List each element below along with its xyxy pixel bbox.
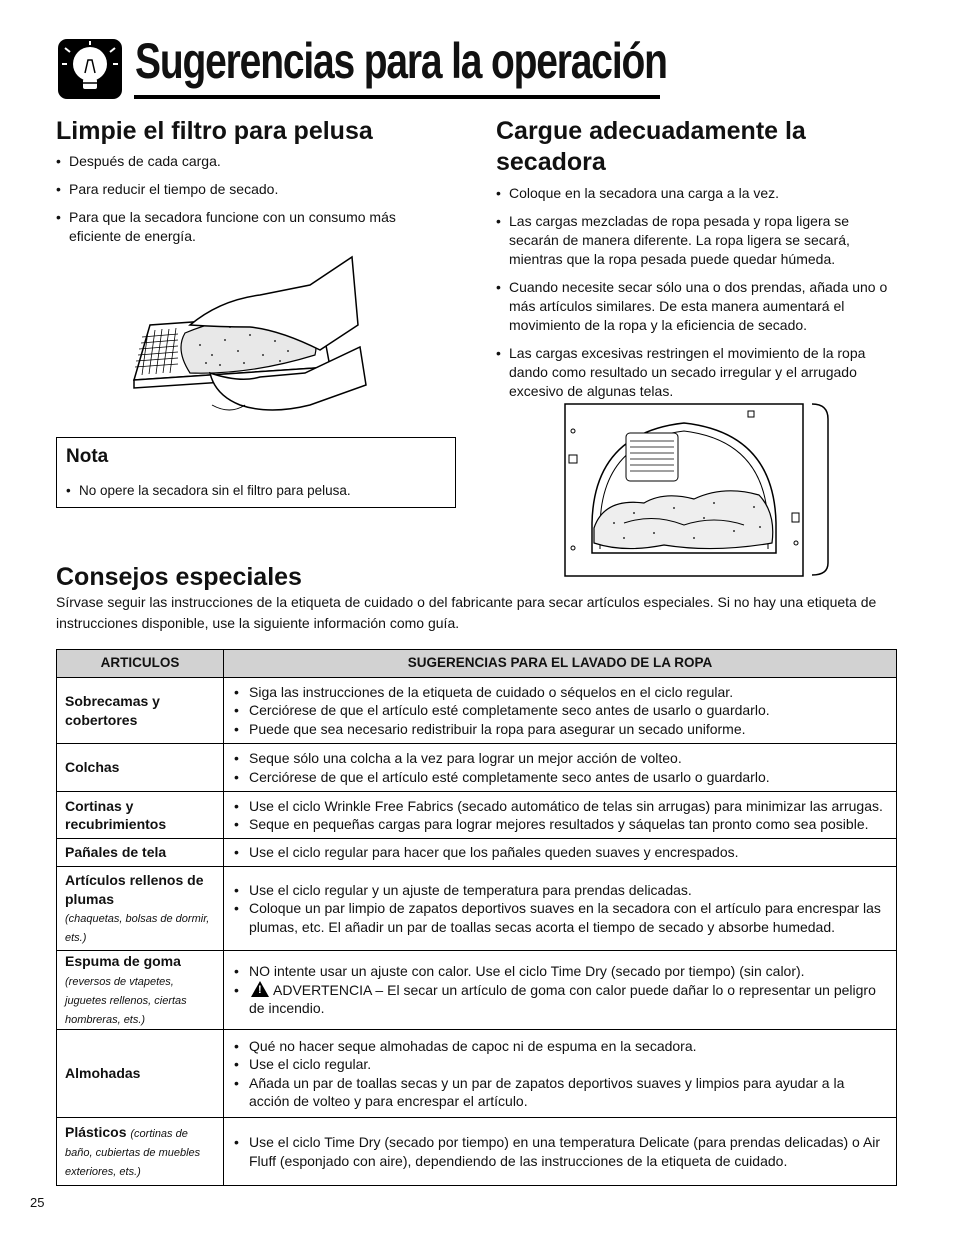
lint-heading: Limpie el filtro para pelusa bbox=[56, 117, 373, 145]
article-name: Espuma de goma bbox=[65, 953, 181, 970]
table-row bbox=[57, 744, 897, 792]
article-cell bbox=[57, 1118, 224, 1186]
nota-list bbox=[66, 481, 351, 509]
article-note: (chaquetas, bolsas de dormir, ets.) bbox=[65, 913, 210, 944]
lightbulb-icon bbox=[57, 38, 123, 100]
tips-cell bbox=[224, 792, 897, 839]
list-item: • Para reducir el tiempo de secado. bbox=[56, 180, 436, 199]
article-note: (cortinas de baño, cubiertas de muebles exteriores, ets.) bbox=[65, 1128, 201, 1178]
article-name: Artículos rellenos de plumas bbox=[65, 872, 204, 907]
list-item: • Coloque en la secadora una carga a la vez. bbox=[496, 184, 900, 203]
article-name: Sobrecamas y cobertores bbox=[65, 693, 160, 728]
article-cell bbox=[57, 951, 224, 1030]
tips-cell bbox=[224, 951, 897, 1030]
list-item: • NO intente usar un ajuste con calor. Use el ciclo Time Dry (secado por tiempo) (sin calor). bbox=[234, 962, 888, 981]
table-row bbox=[57, 1030, 897, 1118]
list-item bbox=[234, 981, 888, 1018]
warning-text: ADVERTENCIA – El secar un artículo de goma con calor puede dañar lo o representar un peligro de incendio. bbox=[249, 981, 876, 1017]
article-cell bbox=[57, 792, 224, 839]
article-cell bbox=[57, 1030, 224, 1118]
dryer-illustration bbox=[564, 403, 830, 577]
load-list bbox=[496, 184, 900, 410]
list-item: • Puede que sea necesario redistribuir la ropa para asegurar un secado uniforme. bbox=[234, 720, 888, 739]
list-item: • Qué no hacer seque almohadas de capoc ni de espuma en la secadora. bbox=[234, 1037, 888, 1056]
page-number: 25 bbox=[30, 1195, 45, 1210]
lint-list bbox=[56, 152, 436, 255]
article-name: Pañales de tela bbox=[65, 844, 167, 861]
lint-filter-illustration bbox=[130, 255, 370, 425]
list-item: • Use el ciclo Wrinkle Free Fabrics (secado automático de telas sin arrugas) para minimizar las arrugas. bbox=[234, 797, 888, 816]
article-cell bbox=[57, 839, 224, 867]
list-item: • Añada un par de toallas secas y un par de zapatos deportivos suaves y limpios para ayudar a la acción de volteo y para encrespar el artículo. bbox=[234, 1074, 888, 1111]
warning-icon: • ! bbox=[251, 981, 269, 997]
page-title: Sugerencias para la operación bbox=[135, 33, 667, 89]
list-item: • Cuando necesite secar sólo una o dos prendas, añada uno o más artículos similares. De esta manera aumentará el movimiento de la ropa y la eficiencia de secado. bbox=[496, 278, 900, 335]
list-item: • Cerciórese de que el artículo esté completamente seco antes de usarlo o guardarlo. bbox=[234, 768, 888, 787]
special-heading: Consejos especiales bbox=[56, 563, 302, 591]
article-note: (reversos de vtapetes, juguetes rellenos, ciertas hombreras, ets.) bbox=[65, 975, 187, 1026]
table-row bbox=[57, 678, 897, 744]
tips-cell bbox=[224, 678, 897, 744]
list-item: • Siga las instrucciones de la etiqueta de cuidado o séquelos en el ciclo regular. bbox=[234, 683, 888, 702]
list-item: • Coloque un par limpio de zapatos deportivos suaves en la secadora con el artículo para encrespar las plumas, etc. El añadir un par de toallas secas acorta el tiempo de secado y absorbe humedad. bbox=[234, 899, 888, 936]
article-cell bbox=[57, 867, 224, 951]
tips-table bbox=[56, 649, 897, 1186]
table-row bbox=[57, 867, 897, 951]
load-heading-line2: secadora bbox=[496, 148, 606, 176]
list-item: • Use el ciclo regular. bbox=[234, 1055, 888, 1074]
tips-cell bbox=[224, 1118, 897, 1186]
list-item: • Seque en pequeñas cargas para lograr mejores resultados y sáquelas tan pronto como sea posible. bbox=[234, 815, 888, 834]
special-intro: Sírvase seguir las instrucciones de la etiqueta de cuidado o del fabricante para secar artículos especiales. Si no hay una etiqueta de instrucciones disponible, use la siguiente información como guía. bbox=[56, 594, 877, 631]
article-name: Colchas bbox=[65, 759, 120, 776]
table-row bbox=[57, 1118, 897, 1186]
article-cell bbox=[57, 678, 224, 744]
list-item: • No opere la secadora sin el filtro para pelusa. bbox=[66, 481, 351, 500]
title-rule bbox=[134, 95, 660, 99]
table-row bbox=[57, 951, 897, 1030]
article-name: Plásticos bbox=[65, 1124, 127, 1140]
tips-cell bbox=[224, 1030, 897, 1118]
column-header-articles: ARTICULOS bbox=[57, 650, 224, 678]
load-heading bbox=[496, 116, 896, 178]
nota-heading: Nota bbox=[66, 446, 109, 467]
list-item: • Las cargas mezcladas de ropa pesada y ropa ligera se secarán de manera diferente. La ropa ligera se secará, mientras que la ropa pesada puede quedar húmeda. bbox=[496, 212, 900, 269]
article-name: Cortinas y recubrimientos bbox=[65, 797, 167, 832]
nota-box bbox=[56, 437, 456, 508]
table-row bbox=[57, 792, 897, 839]
load-heading-line1: Cargue adecuadamente la bbox=[496, 117, 806, 145]
list-item: • Use el ciclo regular para hacer que los pañales queden suaves y encrespados. bbox=[234, 843, 888, 862]
list-item: • Las cargas excesivas restringen el movimiento de la ropa dando como resultado un secado irregular y el arrugado excesivo de algunas telas. bbox=[496, 344, 900, 401]
list-item: • Seque sólo una colcha a la vez para lograr un mejor acción de volteo. bbox=[234, 749, 888, 768]
list-item: • Después de cada carga. bbox=[56, 152, 436, 171]
tips-cell bbox=[224, 744, 897, 792]
list-item: • Use el ciclo regular y un ajuste de temperatura para prendas delicadas. bbox=[234, 881, 888, 900]
table-header-row bbox=[57, 650, 897, 678]
article-name: Almohadas bbox=[65, 1065, 141, 1082]
list-item: • Cerciórese de que el artículo esté completamente seco antes de usarlo o guardarlo. bbox=[234, 701, 888, 720]
table-row bbox=[57, 839, 897, 867]
list-item: • Para que la secadora funcione con un consumo más eficiente de energía. bbox=[56, 208, 436, 246]
article-cell bbox=[57, 744, 224, 792]
column-header-tips: SUGERENCIAS PARA EL LAVADO DE LA ROPA bbox=[224, 650, 897, 678]
tips-cell bbox=[224, 839, 897, 867]
list-item: • Use el ciclo Time Dry (secado por tiempo) en una temperatura Delicate (para prendas delicadas) o Air Fluff (esponjado con aire), dependiendo de las instrucciones de la etiqueta de cuidado. bbox=[234, 1133, 888, 1170]
tips-cell bbox=[224, 867, 897, 951]
